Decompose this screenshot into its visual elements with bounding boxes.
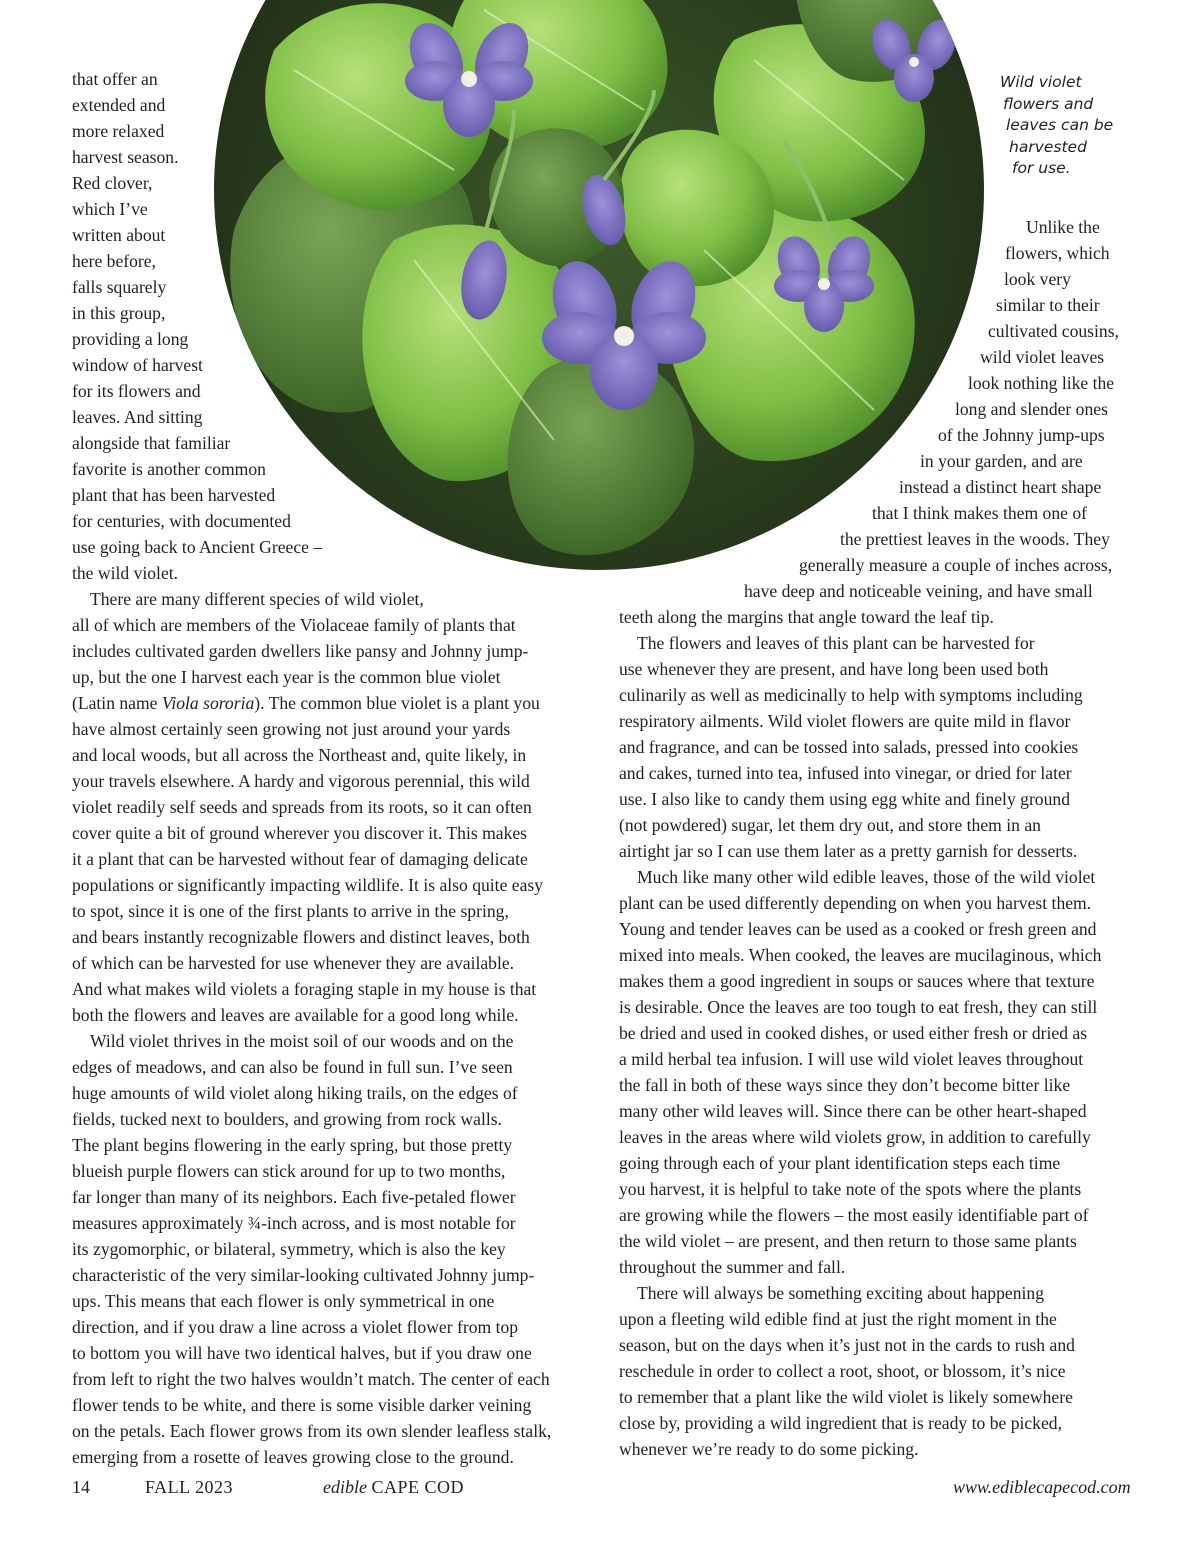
text-line: reschedule in order to collect a root, shoot, or blossom, it’s nice [619,1361,1066,1381]
text-line: similar to their [996,295,1100,315]
text-line: a mild herbal tea infusion. I will use wild violet leaves throughout [619,1049,1084,1069]
text-line: includes cultivated garden dwellers like pansy and Johnny jump- [72,641,529,661]
text-line: Much like many other wild edible leaves, those of the wild violet [637,867,1096,887]
text-line: the fall in both of these ways since they don’t become bitter like [619,1075,1071,1095]
text-line: have almost certainly seen growing not just around your yards [72,719,511,739]
photo-caption-line: for use. [1012,159,1071,177]
page-number: 14 [72,1477,90,1497]
text-line: harvest season. [72,147,179,167]
text-line: There are many different species of wild violet, [90,589,424,609]
photo-caption-line: harvested [1009,137,1087,156]
text-line: falls squarely [72,277,167,297]
text-line: plant can be used differently depending on when you harvest them. [619,893,1092,913]
text-line: leaves in the areas where wild violets grow, in addition to carefully [619,1127,1091,1147]
violet-photo [214,0,984,570]
text-line: and fragrance, and can be tossed into salads, pressed into cookies [619,737,1079,757]
issue-date: FALL 2023 [145,1477,233,1497]
text-line: in this group, [72,303,166,323]
text-line: leaves. And sitting [72,407,203,427]
text-line: Wild violet thrives in the moist soil of our woods and on the [90,1031,514,1051]
website-url: www.ediblecapecod.com [953,1477,1131,1497]
text-line: far longer than many of its neighbors. Each five-petaled flower [72,1187,516,1207]
text-line: Young and tender leaves can be used as a cooked or fresh green and [619,919,1097,939]
text-line: both the flowers and leaves are available for a good long while. [72,1005,519,1025]
photo-caption-line: flowers and [1003,94,1094,113]
text-line: teeth along the margins that angle toward the leaf tip. [619,607,994,627]
text-line: culinarily as well as medicinally to help with symptoms including [619,685,1083,705]
text-line: respiratory ailments. Wild violet flowers are quite mild in flavor [619,711,1071,731]
text-line: (Latin name Viola sororia). The common blue violet is a plant you [72,693,540,713]
text-line: emerging from a rosette of leaves growing close to the ground. [72,1447,514,1467]
text-line: for centuries, with documented [72,511,291,531]
text-line: your travels elsewhere. A hardy and vigorous perennial, this wild [72,771,530,791]
text-line: wild violet leaves [980,347,1105,367]
text-line: window of harvest [72,355,203,375]
text-line: to remember that a plant like the wild violet is likely somewhere [619,1387,1073,1407]
text-line: close by, providing a wild ingredient that is ready to be picked, [619,1413,1062,1433]
text-line: fields, tucked next to boulders, and growing from rock walls. [72,1109,502,1129]
text-line: to bottom you will have two identical halves, but if you draw one [72,1343,532,1363]
text-line: makes them a good ingredient in soups or sauces where that texture [619,971,1095,991]
latin-name: Viola sororia [161,693,255,713]
text-line: which I’ve [72,199,148,219]
text-line: you harvest, it is helpful to take note of the spots where the plants [619,1179,1082,1199]
text-line: generally measure a couple of inches across, [799,555,1113,575]
text-line: airtight jar so I can use them later as a pretty garnish for desserts. [619,841,1078,861]
magazine-name-italic: edible [323,1477,367,1497]
text-line: flower tends to be white, and there is some visible darker veining [72,1395,532,1415]
text-line: There will always be something exciting about happening [637,1283,1044,1303]
text-line: cover quite a bit of ground wherever you discover it. This makes [72,823,528,843]
magazine-name [323,1475,464,1499]
text-line: populations or significantly impacting wildlife. It is also quite easy [72,875,544,895]
text-line: in your garden, and are [920,451,1083,471]
text-line: use going back to Ancient Greece – [72,537,323,557]
text-line: measures approximately ¾-inch across, and is most notable for [72,1213,516,1233]
text-line: long and slender ones [955,399,1108,419]
text-line: that I think makes them one of [872,503,1087,523]
text-line: use whenever they are present, and have long been used both [619,659,1049,679]
text-line: whenever we’re ready to do some picking. [619,1439,919,1459]
text-line: look nothing like the [968,373,1115,393]
text-line: it a plant that can be harvested without fear of damaging delicate [72,849,528,869]
text-line: on the petals. Each flower grows from its own slender leafless stalk, [72,1421,552,1441]
text-line: The plant begins flowering in the early spring, but those pretty [72,1135,513,1155]
text-line: and cakes, turned into tea, infused into vinegar, or dried for later [619,763,1072,783]
text-line: huge amounts of wild violet along hiking trails, on the edges of [72,1083,518,1103]
text-line: mixed into meals. When cooked, the leaves are mucilaginous, which [619,945,1102,965]
text-line: the wild violet – are present, and then return to those same plants [619,1231,1077,1251]
text-line: written about [72,225,166,245]
text-line: ups. This means that each flower is only symmetrical in one [72,1291,495,1311]
text-line: alongside that familiar [72,433,231,453]
text-line: of the Johnny jump-ups [938,425,1105,445]
text-line: are growing while the flowers – the most easily identifiable part of [619,1205,1089,1225]
text-line: to spot, since it is one of the first plants to arrive in the spring, [72,901,509,921]
text-line: edges of meadows, and can also be found in full sun. I’ve seen [72,1057,513,1077]
text-line: extended and [72,95,166,115]
text-line: providing a long [72,329,189,349]
text-line: The flowers and leaves of this plant can be harvested for [637,633,1035,653]
text-line: blueish purple flowers can stick around for up to two months, [72,1161,506,1181]
text-line: be dried and used in cooked dishes, or used either fresh or dried as [619,1023,1088,1043]
text-line: characteristic of the very similar-looking cultivated Johnny jump- [72,1265,535,1285]
text-line: and local woods, but all across the Northeast and, quite likely, in [72,745,527,765]
text-line: violet readily self seeds and spreads from its roots, so it can often [72,797,532,817]
text-line: season, but on the days when it’s just not in the cards to rush and [619,1335,1075,1355]
text-line: and bears instantly recognizable flowers and distinct leaves, both [72,927,530,947]
text-line: And what makes wild violets a foraging staple in my house is that [72,979,537,999]
text-line: more relaxed [72,121,165,141]
text-line: is desirable. Once the leaves are too tough to eat fresh, they can still [619,997,1098,1017]
text-line: of which can be harvested for use whenever they are available. [72,953,515,973]
text-line: going through each of your plant identification steps each time [619,1153,1061,1173]
text-line: flowers, which [1005,243,1110,263]
text-line: the prettiest leaves in the woods. They [840,529,1110,549]
text-line: instead a distinct heart shape [899,477,1102,497]
magazine-name-rest: CAPE COD [371,1477,464,1497]
text-line: plant that has been harvested [72,485,276,505]
photo-caption-line: leaves can be [1006,116,1114,134]
text-line: up, but the one I harvest each year is the common blue violet [72,667,501,687]
text-line: from left to right the two halves wouldn’t match. The center of each [72,1369,550,1389]
text-line: that offer an [72,69,158,89]
text-line: favorite is another common [72,459,266,479]
text-line: its zygomorphic, or bilateral, symmetry, which is also the key [72,1239,506,1259]
text-line: Red clover, [72,173,153,193]
text-line: for its flowers and [72,381,201,401]
photo-caption-line: Wild violet [1000,73,1082,91]
text-line: the wild violet. [72,563,179,583]
text-line: all of which are members of the Violaceae family of plants that [72,615,516,635]
text-line: look very [1004,269,1071,289]
text-line: Unlike the [1026,217,1100,237]
text-line: direction, and if you draw a line across a violet flower from top [72,1317,519,1337]
text-line: upon a fleeting wild edible find at just the right moment in the [619,1309,1057,1329]
text-line: many other wild leaves will. Since there can be other heart-shaped [619,1101,1087,1121]
text-line: (not powdered) sugar, let them dry out, and store them in an [619,815,1041,835]
text-line: here before, [72,251,156,271]
text-line: cultivated cousins, [988,321,1119,341]
text-line: throughout the summer and fall. [619,1257,846,1277]
text-line: have deep and noticeable veining, and have small [744,581,1093,601]
text-line: use. I also like to candy them using egg white and finely ground [619,789,1070,809]
